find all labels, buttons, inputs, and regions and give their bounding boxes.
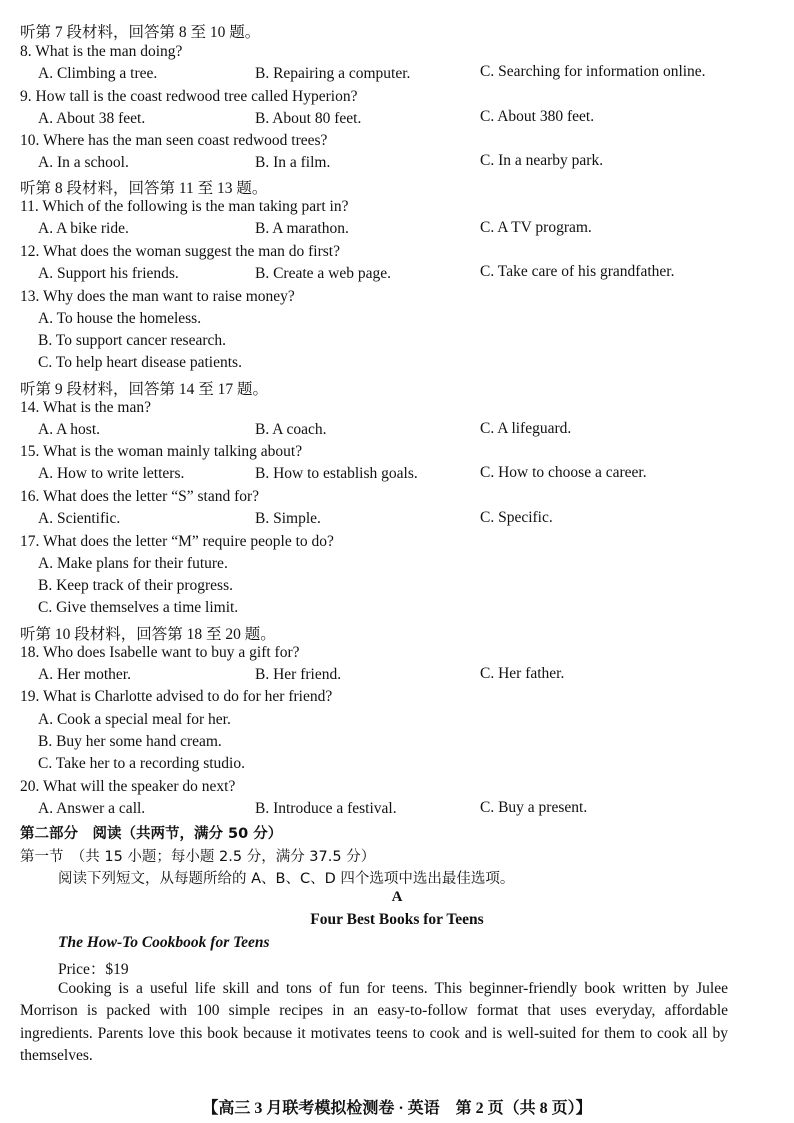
q17-option-b: B. Keep track of their progress. [38,577,233,594]
q19-option-c: C. Take her to a recording studio. [38,755,245,772]
section-8-intro: 听第 8 段材料，回答第 11 至 13 题。 [20,180,268,197]
q17-option-a: A. Make plans for their future. [38,555,228,572]
q14-option-a: A. A host. [38,421,101,438]
q9-option-a: A. About 38 feet. [38,110,146,127]
q18-option-a: A. Her mother. [38,666,131,683]
book-1-description: Cooking is a useful life skill and tons of fun for teens. This beginner-friendly book written by Julee Morrison is packed with 100 simple recipes in an easy-to-follow format that uses everyday, affordable ingredients. Parents love this book because it motivates teens to cook and is well-suited for them to cook all by themselves. [20,980,728,1065]
q16-option-a: A. Scientific. [38,510,121,527]
q10-option-b: B. In a film. [255,154,331,171]
q12-stem: 12. What does the woman suggest the man do first? [20,243,340,260]
q18-option-c: C. Her father. [480,665,565,682]
part-2-section-1: 第一节 （共 15 小题；每小题 2.5 分，满分 37.5 分） [20,849,376,865]
q9-stem: 9. How tall is the coast redwood tree called Hyperion? [20,88,358,105]
q10-option-a: A. In a school. [38,154,129,171]
q18-option-b: B. Her friend. [255,666,342,683]
q16-option-c: C. Specific. [480,509,553,526]
q17-option-c: C. Give themselves a time limit. [38,599,239,616]
q16-stem: 16. What does the letter “S” stand for? [20,488,260,505]
q15-option-b: B. How to establish goals. [255,465,418,482]
q14-option-b: B. A coach. [255,421,327,438]
q20-stem: 20. What will the speaker do next? [20,778,236,795]
q12-option-b: B. Create a web page. [255,265,391,282]
q8-option-c: C. Searching for information online. [480,63,706,80]
page-footer: 【高三 3 月联考模拟检测卷 · 英语 第 2 页（共 8 页）】 [202,1100,592,1117]
q20-option-b: B. Introduce a festival. [255,800,397,817]
book-1-price: Price：$19 [58,961,129,978]
q14-option-c: C. A lifeguard. [480,420,572,437]
q11-option-c: C. A TV program. [480,219,592,236]
section-10-intro: 听第 10 段材料，回答第 18 至 20 题。 [20,626,276,643]
q20-option-c: C. Buy a present. [480,799,588,816]
q20-option-a: A. Answer a call. [38,800,146,817]
q13-option-c: C. To help heart disease patients. [38,354,242,371]
section-9-intro: 听第 9 段材料，回答第 14 至 17 题。 [20,381,269,398]
q11-option-b: B. A marathon. [255,220,349,237]
q19-stem: 19. What is Charlotte advised to do for her friend? [20,688,333,705]
book-1-title: The How-To Cookbook for Teens [58,934,270,951]
reading-instruction: 阅读下列短文，从每题所给的 A、B、C、D 四个选项中选出最佳选项。 [58,871,515,887]
q8-stem: 8. What is the man doing? [20,43,183,60]
q15-option-c: C. How to choose a career. [480,464,647,481]
q11-stem: 11. Which of the following is the man taking part in? [20,198,349,215]
q14-stem: 14. What is the man? [20,399,152,416]
q8-option-a: A. Climbing a tree. [38,65,158,82]
q15-option-a: A. How to write letters. [38,465,185,482]
q8-option-b: B. Repairing a computer. [255,65,411,82]
q12-option-c: C. Take care of his grandfather. [480,263,675,280]
q18-stem: 18. Who does Isabelle want to buy a gift for? [20,644,300,661]
q16-option-b: B. Simple. [255,510,321,527]
q13-option-a: A. To house the homeless. [38,310,202,327]
q9-option-b: B. About 80 feet. [255,110,362,127]
q9-option-c: C. About 380 feet. [480,108,595,125]
q17-stem: 17. What does the letter “M” require people to do? [20,533,334,550]
q19-option-b: B. Buy her some hand cream. [38,733,222,750]
q11-option-a: A. A bike ride. [38,220,129,237]
q12-option-a: A. Support his friends. [38,265,179,282]
passage-letter: A [391,889,403,905]
part-2-title: 第二部分 阅读（共两节，满分 50 分） [20,826,283,842]
q15-stem: 15. What is the woman mainly talking about? [20,443,303,460]
q19-option-a: A. Cook a special meal for her. [38,711,231,728]
passage-title: Four Best Books for Teens [310,911,484,928]
q13-stem: 13. Why does the man want to raise money? [20,288,295,305]
q10-stem: 10. Where has the man seen coast redwood trees? [20,132,328,149]
q13-option-b: B. To support cancer research. [38,332,226,349]
section-7-intro: 听第 7 段材料，回答第 8 至 10 题。 [20,24,261,41]
q10-option-c: C. In a nearby park. [480,152,604,169]
